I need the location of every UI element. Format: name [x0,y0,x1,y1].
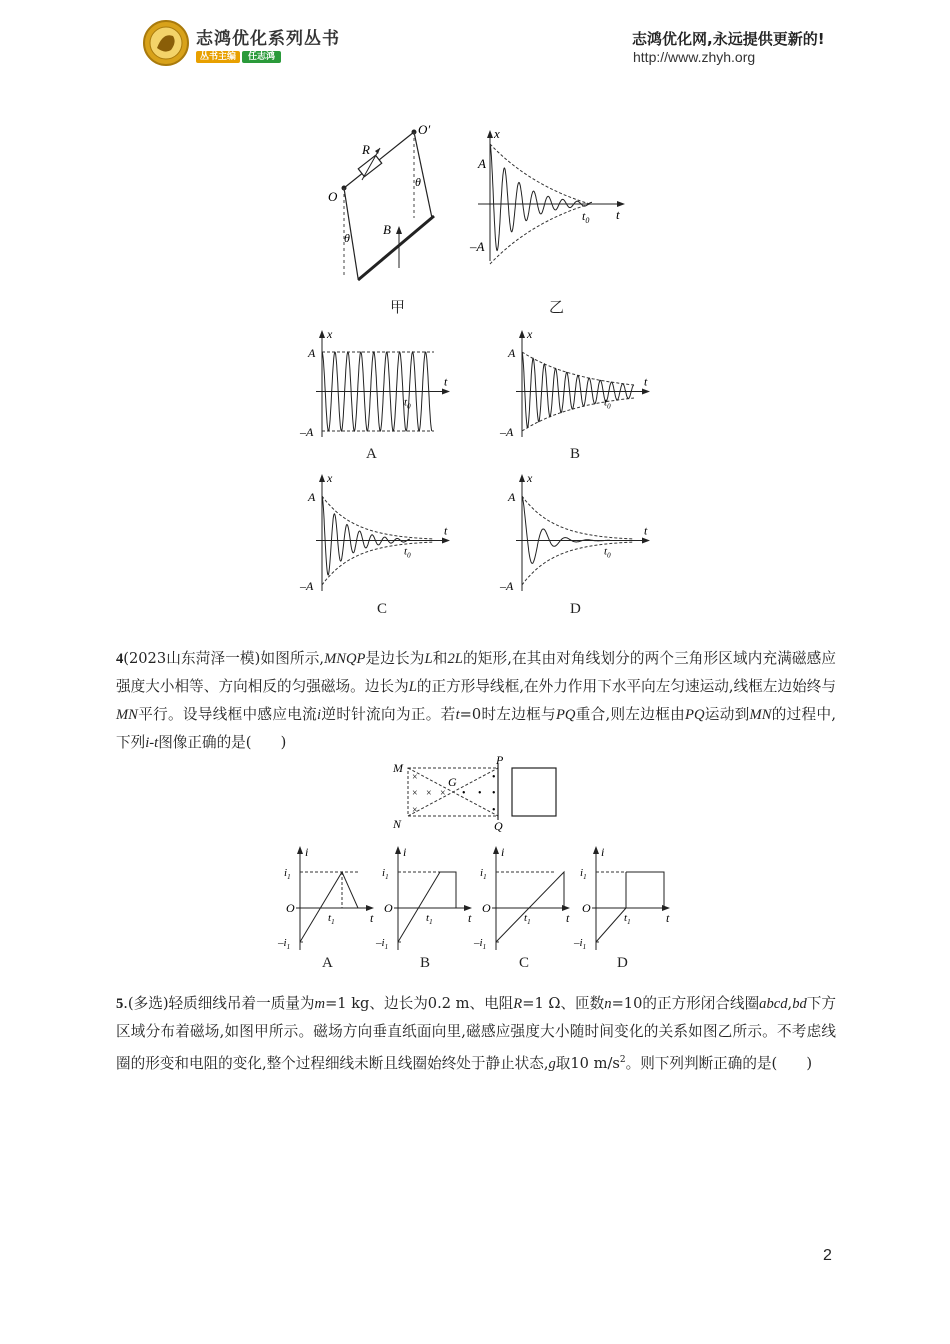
svg-text:t: t [566,911,570,925]
svg-text:–A: –A [500,579,514,593]
svg-text:x: x [327,471,333,485]
svg-text:t1: $t_1$ [328,912,335,926]
yi-x-label: x [494,126,500,141]
svg-text:•: • [492,772,496,783]
caption-it-B: B [420,955,431,971]
svg-text:x: x [327,327,333,341]
caption-it-C: C [519,955,530,971]
label-P: P [496,753,504,767]
series-title: 志鸿优化系列丛书 [196,29,340,49]
svg-text:O: O [582,901,591,915]
svg-text:A: A [308,490,316,504]
caption-osc-B: B [570,446,581,462]
svg-text:t: t [644,523,648,538]
svg-text:t: t [644,374,648,389]
svg-text:×: × [412,772,418,783]
label-B: B [383,222,391,237]
svg-text:–i1: $-i_1$ [278,937,291,951]
svg-text:•: • [462,788,466,799]
svg-text:x: x [527,327,533,341]
label-O-prime: O′ [418,122,431,137]
figure-jia [320,118,450,318]
figure-yi [470,126,630,266]
label-theta-2: θ [415,175,421,189]
yi-t0-label: $t_0$ [582,209,590,225]
q4-field-diagram [390,753,570,833]
site-url[interactable]: http://www.zhyh.org [633,49,756,65]
label-theta-1: θ [344,231,350,245]
svg-text:A: A [508,346,516,360]
svg-text:i1: $i_1$ [580,867,587,881]
osc-option-C [300,470,450,595]
svg-text:×: × [412,788,418,799]
editor-line [196,49,281,62]
svg-text:•: • [492,788,496,799]
it-option-B [376,842,476,952]
svg-text:t0: $t_0$ [604,545,611,560]
slogan: 志鸿优化网,永远提供更新的! [632,30,825,48]
svg-text:t0: $t_0$ [404,396,411,411]
svg-text:–A: –A [300,425,314,439]
it-option-D [574,842,674,952]
yi-A-label: A [478,156,486,171]
svg-text:t: t [666,911,670,925]
label-R: R [362,142,370,157]
label-N: N [393,817,402,831]
label-M: M [393,761,403,775]
caption-it-D: D [617,955,628,971]
svg-text:×: × [426,788,432,799]
svg-text:t1: $t_1$ [426,912,433,926]
svg-text:O: O [482,901,491,915]
it-option-C [474,842,574,952]
it-option-A [278,842,378,952]
svg-text:•: • [478,788,482,799]
caption-yi: 乙 [549,300,565,316]
caption-osc-D: D [570,601,581,617]
label-O: O [328,189,338,204]
svg-text:i: i [501,845,505,859]
caption-osc-A: A [366,446,377,462]
editor-name: 任志鸿 [242,51,281,63]
q5-number: 5 [116,996,124,1012]
osc-option-A [300,326,450,441]
svg-text:t: t [468,911,472,925]
svg-text:t1: $t_1$ [624,912,631,926]
svg-text:i1: $i_1$ [480,867,487,881]
yi-t-label: t [616,207,620,222]
svg-text:A: A [508,490,516,504]
label-Q: Q [494,819,503,833]
svg-text:i: i [305,845,309,859]
svg-text:×: × [440,788,446,799]
svg-text:t: t [370,911,374,925]
label-G: G [448,775,457,789]
svg-text:t1: $t_1$ [524,912,531,926]
svg-text:A: A [308,346,316,360]
q4-number: 4 [116,651,124,667]
osc-option-B [500,326,650,441]
logo [143,20,189,66]
svg-text:×: × [412,805,418,816]
svg-text:x: x [527,471,533,485]
svg-text:i: i [403,845,407,859]
yi-negA-label: –A [470,239,485,254]
svg-text:i: i [601,845,605,859]
svg-text:t: t [444,523,448,538]
svg-text:–A: –A [300,579,314,593]
svg-text:O: O [286,901,295,915]
svg-text:i1: $i_1$ [284,867,291,881]
question-4: 4(2023山东菏泽一模)如图所示,MNQP是边长为L和2L的矩形,在其由对角线划分的两个三角形区域内充满磁感应强度大小相等、方向相反的匀强磁场。边长为L的正方形导线框,在外力作用下水平向左匀速运动,线框左边始终与MN平行。设导线框中感应电流i逆时针流向为正。若t=0时左边框与PQ重合,则左边框由PQ运动到MN的过程中,下列i-t图像正确的是( ) [116,650,836,751]
svg-text:t0: $t_0$ [604,396,611,411]
osc-option-D [500,470,650,595]
caption-osc-C: C [377,601,388,617]
svg-text:–i1: $-i_1$ [474,937,487,951]
svg-text:O: O [384,901,393,915]
page-number: 2 [823,1247,832,1264]
caption-jia: 甲 [390,300,406,316]
svg-text:–i1: $-i_1$ [376,937,389,951]
svg-text:•: • [492,805,496,816]
svg-text:i1: $i_1$ [382,867,389,881]
svg-text:t: t [444,374,448,389]
svg-text:t0: $t_0$ [404,545,411,560]
question-5: 5.(多选)轻质细线吊着一质量为m=1 kg、边长为0.2 m、电阻R=1 Ω、匝数n=10的正方形闭合线圈abcd,bd下方区域分布着磁场,如图甲所示。磁场方向垂直纸面向里,磁感应强度大小随时间变化的关系如图乙所示。不考虑线圈的形变和电阻的变化,整个过程细线未断且线圈始终处于静止状态,g取10 $m/s^2$。则下列判断正确的是( ) [116,995,836,1072]
caption-it-A: A [322,955,333,971]
svg-text:–i1: $-i_1$ [574,937,587,951]
svg-text:–A: –A [500,425,514,439]
editor-label: 丛书主编 [196,51,240,63]
